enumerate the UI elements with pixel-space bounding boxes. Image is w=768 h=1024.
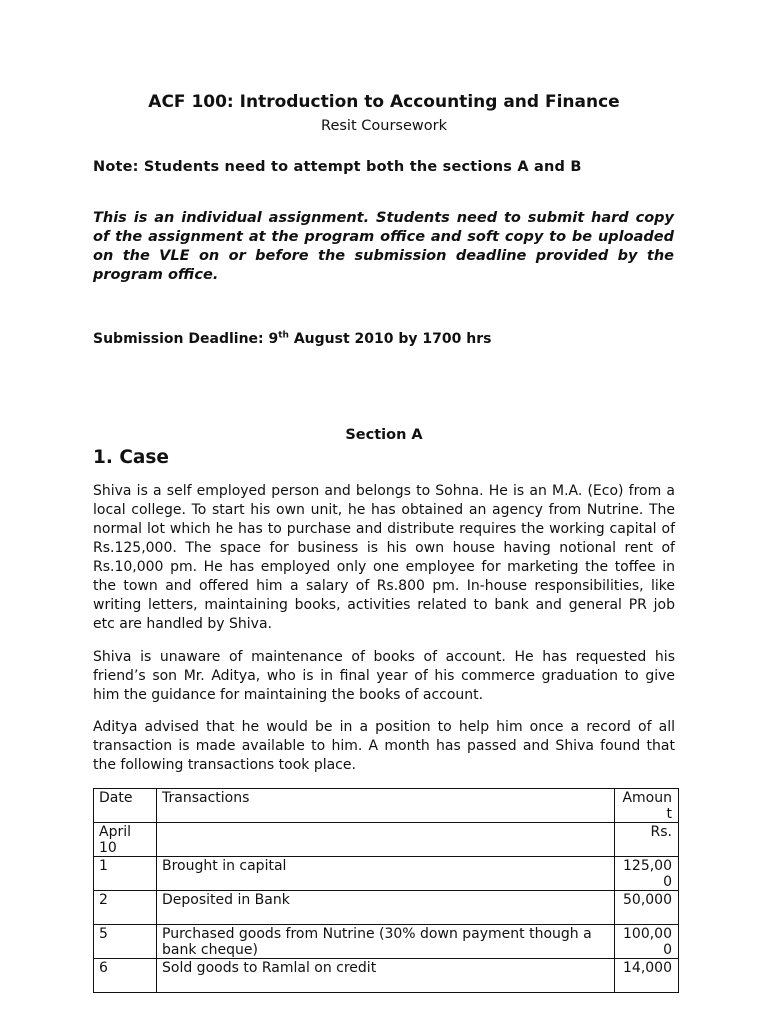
subheader-transactions (157, 823, 615, 857)
row-date: 6 (94, 959, 157, 993)
submission-deadline (93, 329, 491, 349)
table-row (94, 857, 679, 891)
row-transaction: Sold goods to Ramlal on credit (157, 959, 615, 993)
row-date: 1 (94, 857, 157, 891)
table-header-row (94, 789, 679, 823)
table-row (94, 925, 679, 959)
deadline-superscript: th (278, 330, 289, 341)
transactions-table (93, 788, 679, 993)
header-transactions: Transactions (157, 789, 615, 823)
instruction-paragraph: This is an individual assignment. Students need to submit hard copy of the assignment at the program office and soft copy to be uploaded on the VLE on or before the submission deadline provided by the program office. (93, 210, 674, 283)
row-date: 5 (94, 925, 157, 959)
note-text: Note: Students need to attempt both the sections A and B (93, 159, 582, 175)
case-paragraph: Shiva is a self employed person and belongs to Sohna. He is an M.A. (Eco) from a local college. To start his own unit, he has obtained an agency from Nutrine. The normal lot which he has to purchase and distribute requires the working capital of Rs.125,000. The space for business is his own house having notional rent of Rs.10,000 pm. He has employed only one employee for marketing the toffee in the town and offered him a salary of Rs.800 pm. In-house responsibilities, like writing letters, maintaining books, activities related to bank and general PR job etc are handled by Shiva. (93, 483, 675, 632)
table-row (94, 891, 679, 925)
row-transaction: Brought in capital (157, 857, 615, 891)
row-amount: 50,000 (615, 891, 679, 925)
deadline-prefix: Submission Deadline: 9 (93, 331, 279, 347)
subheader-amount: Rs. (615, 823, 679, 857)
document-subtitle: Resit Coursework (321, 118, 447, 134)
table-row (94, 959, 679, 993)
table-subheader-row (94, 823, 679, 857)
row-transaction: Purchased goods from Nutrine (30% down payment though a bank cheque) (157, 925, 615, 959)
header-amount: Amount (615, 789, 679, 823)
section-heading: Section A (345, 427, 423, 443)
row-amount: 14,000 (615, 959, 679, 993)
deadline-suffix: August 2010 by 1700 hrs (288, 331, 492, 347)
subheader-date: April 10 (94, 823, 157, 857)
header-date: Date (94, 789, 157, 823)
case-paragraph: Aditya advised that he would be in a position to help him once a record of all transaction is made available to him. A month has passed and Shiva found that the following transactions took place. (93, 719, 675, 773)
row-transaction: Deposited in Bank (157, 891, 615, 925)
case-paragraph: Shiva is unaware of maintenance of books of account. He has requested his friend’s son Mr. Aditya, who is in final year of his commerce graduation to give him the guidance for maintaining the books of account. (93, 649, 675, 703)
case-heading: 1. Case (93, 447, 169, 468)
row-amount: 100,000 (615, 925, 679, 959)
row-date: 2 (94, 891, 157, 925)
document-title: ACF 100: Introduction to Accounting and Finance (148, 92, 620, 112)
row-amount: 125,000 (615, 857, 679, 891)
